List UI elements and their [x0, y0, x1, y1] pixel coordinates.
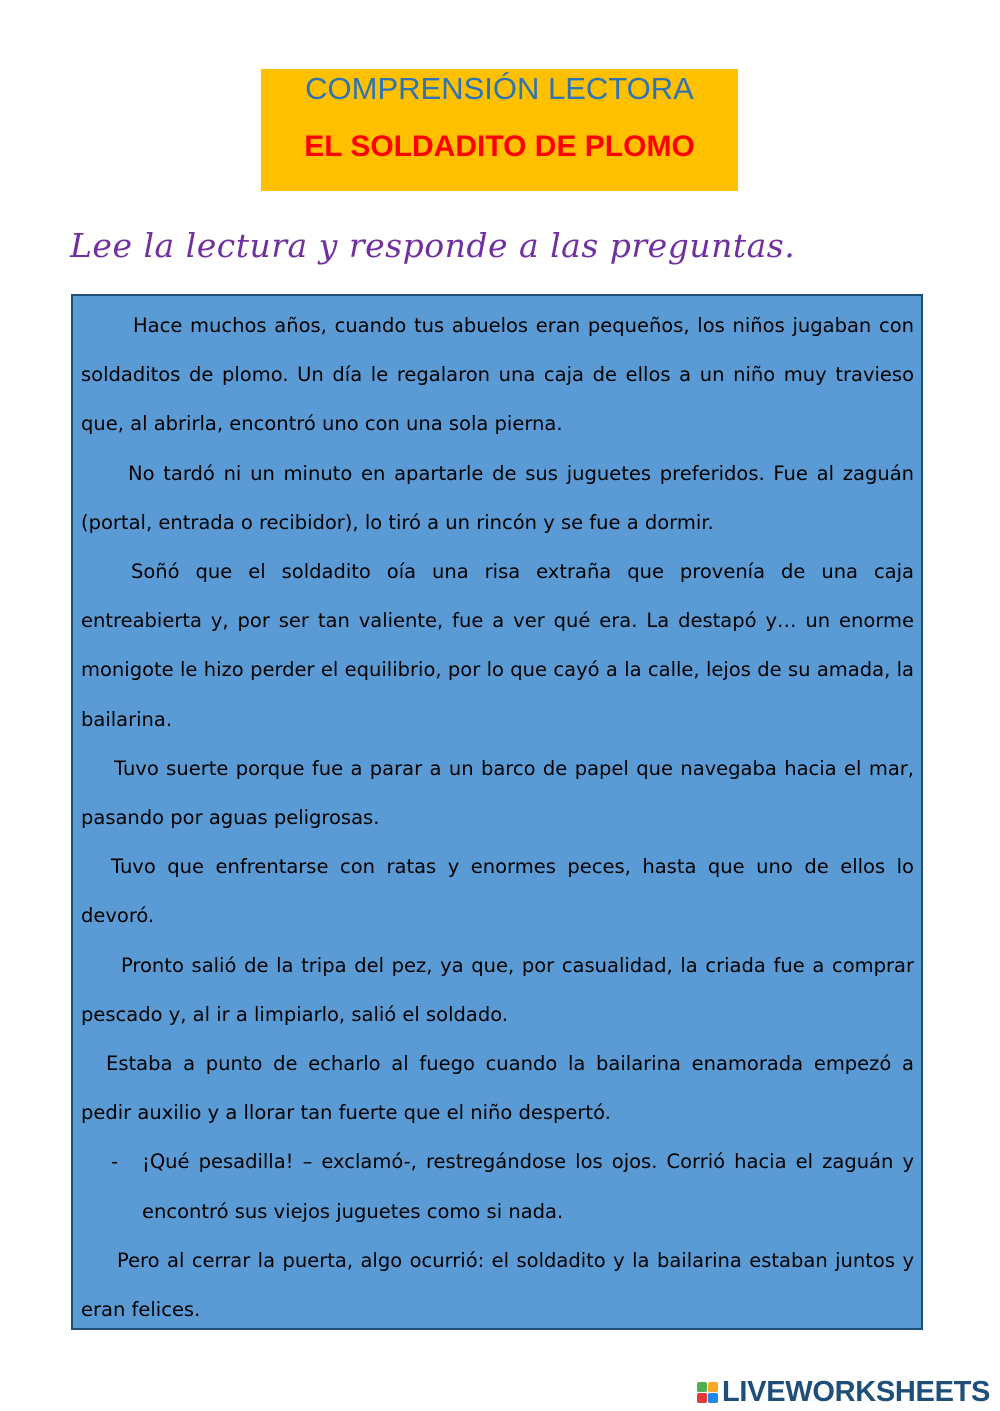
reading-passage	[71, 294, 923, 1330]
dialogue-text: ¡Qué pesadilla! – exclamó-, restregándose los ojos. Corrió hacia el zaguán y encontró sus viejos juguetes como si nada.	[142, 1150, 914, 1223]
story-title: EL SOLDADITO DE PLOMO	[304, 130, 695, 163]
paragraph: Tuvo que enfrentarse con ratas y enormes peces, hasta que uno de ellos lo devoró.	[81, 855, 914, 928]
paragraph: No tardó ni un minuto en apartarle de sus juguetes preferidos. Fue al zaguán (portal, entrada o recibidor), lo tiró a un rincón y se fue a dormir.	[81, 461, 914, 534]
paragraph: Soñó que el soldadito oía una risa extraña que provenía de una caja entreabierta y, por ser tan valiente, fue a ver qué era. La destapó y… un enorme monigote le hizo perder el equilibrio, por lo que cayó a la calle, lejos de su amada, la bailarina.	[81, 560, 914, 731]
paragraph: Tuvo suerte porque fue a parar a un barco de papel que navegaba hacia el mar, pasando por aguas peligrosas.	[81, 756, 914, 830]
paragraph: Pronto salió de la tripa del pez, ya que, por casualidad, la criada fue a comprar pescado y, al ir a limpiarlo, salió el soldado.	[81, 953, 914, 1026]
liveworksheets-logo	[697, 1376, 990, 1408]
paragraph: Hace muchos años, cuando tus abuelos eran pequeños, los niños jugaban con soldaditos de plomo. Un día le regalaron una caja de ellos a un niño muy travieso que, al abrirla, encontró uno con una sola pierna.	[81, 314, 914, 436]
page-title: COMPRENSIÓN LECTORA	[305, 71, 694, 106]
instruction-text: Lee la lectura y responde a las preguntas.	[70, 226, 796, 265]
liveworksheets-logo-icon	[697, 1382, 718, 1403]
logo-text: LIVEWORKSHEETS	[722, 1375, 991, 1408]
paragraph: Estaba a punto de echarlo al fuego cuando la bailarina enamorada empezó a pedir auxilio y a llorar tan fuerte que el niño despertó.	[81, 1052, 914, 1125]
paragraph: Pero al cerrar la puerta, algo ocurrió: el soldadito y la bailarina estaban juntos y eran felices.	[81, 1248, 914, 1322]
title-box	[261, 69, 738, 191]
dialogue-dash: -	[111, 1150, 119, 1174]
dialogue-paragraph	[81, 1137, 914, 1235]
